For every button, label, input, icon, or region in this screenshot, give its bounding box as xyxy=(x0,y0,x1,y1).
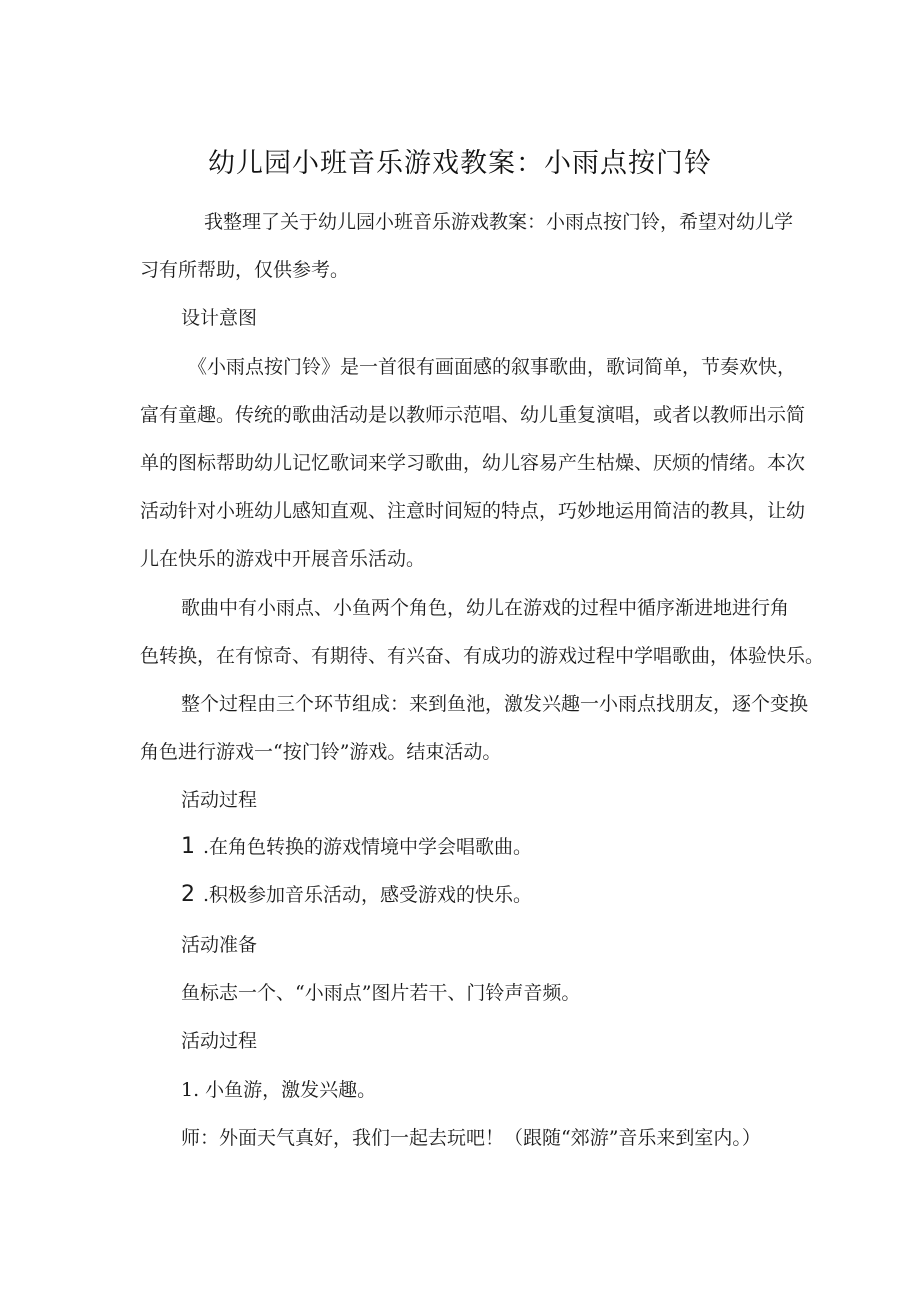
intro-line-1: 我整理了关于幼儿园小班音乐游戏教案：小雨点按门铃，希望对幼儿学 xyxy=(204,211,794,233)
goal-1-number: 1 xyxy=(181,834,195,859)
intro-line-2: 习有所帮助，仅供参考。 xyxy=(140,259,350,281)
goal-2-text: .积极参加音乐活动，感受游戏的快乐。 xyxy=(203,884,533,906)
step-1: 1. 小鱼游，激发兴趣。 xyxy=(181,1079,377,1101)
document-title: 幼儿园小班音乐游戏教案：小雨点按门铃 xyxy=(208,148,712,179)
teacher-line: 师：外面天气真好，我们一起去玩吧！（跟随“郊游”音乐来到室内。） xyxy=(181,1127,761,1149)
goal-item-2 xyxy=(181,883,532,907)
design-paragraph-2-line-1: 歌曲中有小雨点、小鱼两个角色，幼儿在游戏的过程中循序渐进地进行角 xyxy=(181,597,790,619)
section-heading-process-2: 活动过程 xyxy=(181,1030,258,1052)
goal-1-text: .在角色转换的游戏情境中学会唱歌曲。 xyxy=(203,836,533,858)
design-paragraph-1-line-2: 富有童趣。传统的歌曲活动是以教师示范唱、幼儿重复演唱，或者以教师出示简 xyxy=(140,404,806,426)
design-paragraph-1-line-1: 《小雨点按门铃》是一首很有画面感的叙事歌曲，歌词简单，节奏欢快， xyxy=(188,356,797,378)
section-heading-design: 设计意图 xyxy=(181,307,258,329)
design-paragraph-2-line-2: 色转换，在有惊奇、有期待、有兴奋、有成功的游戏过程中学唱歌曲，体验快乐。 xyxy=(140,645,825,667)
goal-2-number: 2 xyxy=(181,882,195,907)
section-heading-process-1: 活动过程 xyxy=(181,789,258,811)
goal-item-1 xyxy=(181,835,532,859)
design-paragraph-3-line-2: 角色进行游戏一“按门铃”游戏。结束活动。 xyxy=(140,741,502,763)
section-heading-prep: 活动准备 xyxy=(181,934,258,956)
design-paragraph-1-line-4: 活动针对小班幼儿感知直观、注意时间短的特点，巧妙地运用简洁的教具，让幼 xyxy=(140,500,806,522)
prep-text: 鱼标志一个、“小雨点”图片若干、门铃声音频。 xyxy=(181,982,581,1004)
design-paragraph-3-line-1: 整个过程由三个环节组成：来到鱼池，激发兴趣一小雨点找朋友，逐个变换 xyxy=(181,693,809,715)
design-paragraph-1-line-5: 儿在快乐的游戏中开展音乐活动。 xyxy=(140,548,426,570)
design-paragraph-1-line-3: 单的图标帮助幼儿记忆歌词来学习歌曲，幼儿容易产生枯燥、厌烦的情绪。本次 xyxy=(140,452,806,474)
